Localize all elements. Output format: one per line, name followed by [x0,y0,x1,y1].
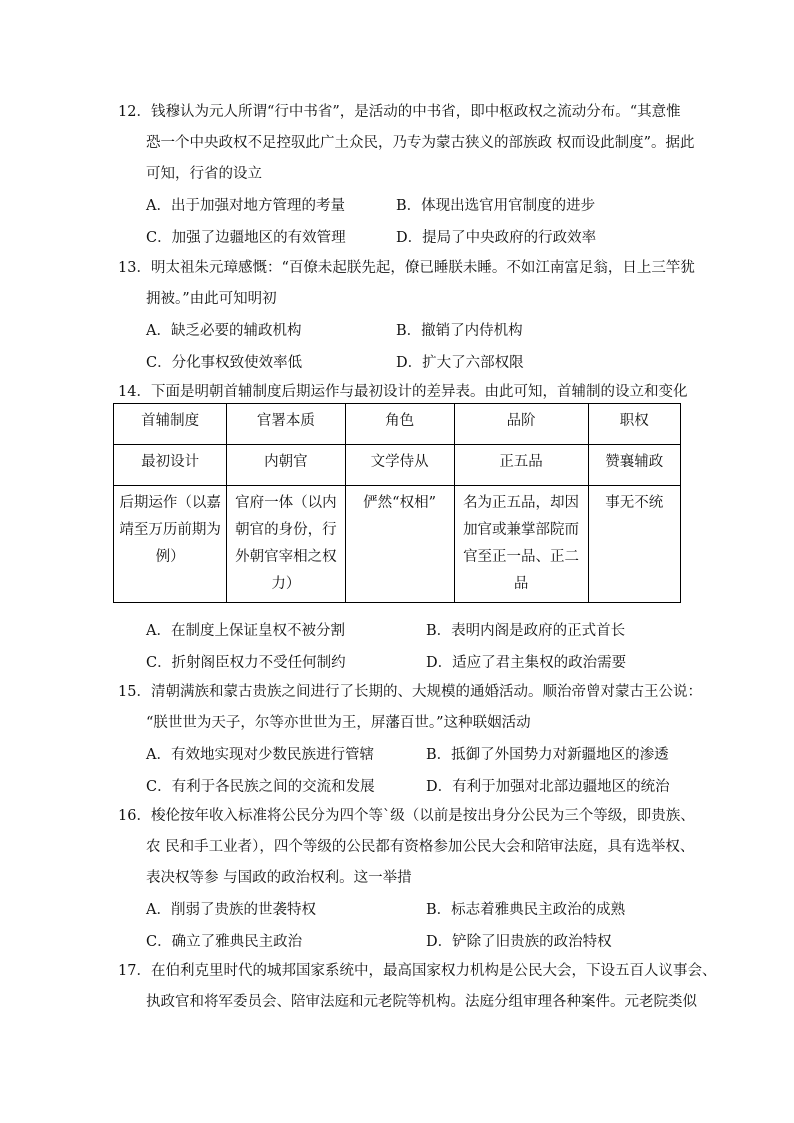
table-header-cell: 首辅制度 [114,404,227,445]
question-stem-line: 表决权等参 与国政的政治权利。这一举措 [146,870,412,886]
table-cell: 正五品 [454,445,588,486]
option-b[interactable]: B．体现出选官用官制度的进步 [396,198,596,214]
option-d[interactable]: D．扩大了六部权限 [396,355,524,371]
table-cell: 俨然“权相” [345,486,454,603]
option-c[interactable]: C．有利于各民族之间的交流和发展 [146,779,375,795]
table-cell: 内朝官 [227,445,345,486]
options-row [118,739,683,771]
options-row [118,347,683,379]
option-d[interactable]: D．提局了中央政府的行政效率 [396,230,597,246]
question-stem-line: 可知，行省的设立 [146,166,262,182]
table-header-cell: 官署本质 [227,404,345,445]
options-row [118,647,683,679]
question-stem-line: 15．清朝满族和蒙古贵族之间进行了长期的、大规模的通婚活动。顺治帝曾对蒙古王公说： [118,684,702,700]
option-c[interactable]: C．分化事权致使效率低 [146,355,303,371]
question-stem-line: 16．梭伦按年收入标准将公民分为四个等`级（以前是按出身分公民为三个等级，即贵族、 [118,808,695,824]
table-cell: 赞襄辅政 [588,445,680,486]
question-stem-line: 农 民和手工业者），四个等级的公民都有资格参加公民大会和陪审法庭，具有选举权、 [146,839,695,855]
question-stem-line: 14．下面是明朝首辅制度后期运作与最初设计的差异表。由此可知，首辅制的设立和变化 [118,384,688,400]
question-17 [118,956,717,1018]
option-c[interactable]: C．确立了雅典民主政治 [146,934,303,950]
table-cell: 最初设计 [114,445,227,486]
comparison-table [113,403,681,603]
table-cell: 官府一体（以内朝官的身份，行外朝官宰相之权力） [227,486,345,603]
option-b[interactable]: B．抵御了外国势力对新疆地区的渗透 [426,747,669,763]
option-c[interactable]: C．加强了边疆地区的有效管理 [146,230,346,246]
question-14-options [118,615,683,679]
option-b[interactable]: B．撤销了内侍机构 [396,323,523,339]
option-d[interactable]: D．适应了君主集权的政治需要 [426,655,627,671]
options-row [118,926,683,958]
option-b[interactable]: B．标志着雅典民主政治的成熟 [426,902,626,918]
option-c[interactable]: C．折射阁臣权力不受任何制约 [146,655,346,671]
options-row [118,615,683,647]
option-b[interactable]: B．表明内阁是政府的正式首长 [426,623,626,639]
table-header-row [114,404,681,445]
option-a[interactable]: A．有效地实现对少数民族进行管辖 [146,747,374,763]
option-a[interactable]: A．出于加强对地方管理的考量 [146,198,345,214]
question-stem-line: 13．明太祖朱元璋感慨：“百僚未起朕先起，僚已睡朕未睡。不如江南富足翁，日上三竿犹 [118,260,695,276]
options-row [118,190,683,222]
question-stem-line: 12．钱穆认为元人所谓“行中书省”，是活动的中书省，即中枢政权之流动分布。“其意惟 [118,104,681,120]
question-stem-line: 执政官和将军委员会、陪审法庭和元老院等机构。法庭分组审理各种案件。元老院类似 [146,994,697,1010]
question-stem-line: 拥被。”由此可知明初 [146,291,277,307]
table-row [114,486,681,603]
option-a[interactable]: A．缺乏必要的辅政机构 [146,323,302,339]
table-cell: 事无不统 [588,486,680,603]
table-header-cell: 品阶 [454,404,588,445]
table-cell: 后期运作（以嘉靖至万历前期为例） [114,486,227,603]
options-row [118,894,683,926]
table-cell: 名为正五品，却因加官或兼掌部院而官至正一品、正二品 [454,486,588,603]
question-12 [118,97,695,254]
table-header-cell: 角色 [345,404,454,445]
table-cell: 文学侍从 [345,445,454,486]
option-a[interactable]: A．削弱了贵族的世袭特权 [146,902,316,918]
table-row [114,445,681,486]
option-d[interactable]: D．有利于加强对北部边疆地区的统治 [426,779,670,795]
question-stem-line: 17．在伯利克里时代的城邦国家系统中，最高国家权力机构是公民大会，下设五百人议事会、 [118,963,717,979]
options-row [118,222,683,254]
option-a[interactable]: A．在制度上保证皇权不被分割 [146,623,345,639]
table-header-cell: 职权 [588,404,680,445]
options-row [118,315,683,347]
options-row [118,771,683,803]
question-13 [118,253,695,379]
question-stem-line: “朕世世为天子，尔等亦世世为王，屏藩百世。”这种联姻活动 [146,715,531,731]
question-stem-line: 恐一个中央政权不足控驭此广土众民，乃专为蒙古狭义的部族政 权而设此制度”。据此 [146,135,695,151]
question-16 [118,801,695,958]
option-d[interactable]: D．铲除了旧贵族的政治特权 [426,934,612,950]
question-15 [118,677,702,803]
